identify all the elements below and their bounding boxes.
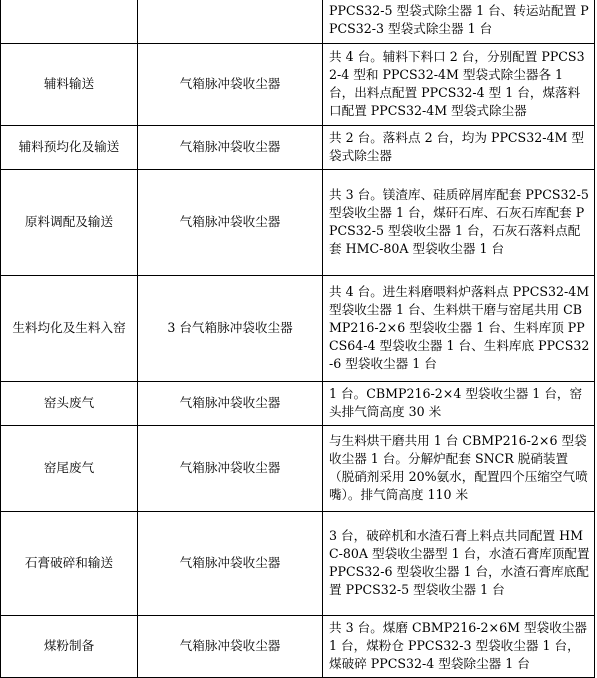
equipment-cell (138, 0, 323, 43)
category-cell: 生料均化及生料入窑 (1, 275, 138, 381)
description-cell: 共 4 台。辅料下料口 2 台，分别配置 PPCS32-4 型和 PPCS32-4M 型袋式除尘器各 1 台，出料点配置 PPCS32-4 型 1 台，煤落料口配置 PPCS32-4M 型袋式除尘器 (323, 43, 595, 125)
category-cell: 辅料预均化及输送 (1, 125, 138, 169)
equipment-cell: 气箱脉冲袋收尘器 (138, 43, 323, 125)
table-row (1, 169, 595, 275)
equipment-cell: 气箱脉冲袋收尘器 (138, 615, 323, 677)
description-cell: 共 2 台。落料点 2 台，均为 PPCS32-4M 型袋式除尘器 (323, 125, 595, 169)
table-row (1, 125, 595, 169)
table-row (1, 511, 595, 615)
category-cell: 煤粉制备 (1, 615, 138, 677)
category-cell: 窑尾废气 (1, 425, 138, 511)
category-cell: 窑头废气 (1, 381, 138, 425)
category-cell: 原料调配及输送 (1, 169, 138, 275)
category-cell: 石膏破碎和输送 (1, 511, 138, 615)
table-row (1, 615, 595, 677)
description-cell: 1 台。CBMP216-2×4 型袋收尘器 1 台，窑头排气筒高度 30 米 (323, 381, 595, 425)
equipment-cell: 气箱脉冲袋收尘器 (138, 511, 323, 615)
category-cell: 辅料输送 (1, 43, 138, 125)
table-row (1, 0, 595, 43)
description-cell: 共 4 台。进生料磨喂料炉落料点 PPCS32-4M 型袋收尘器 1 台、生料烘干磨与窑尾共用 CBMP216-2×6 型袋收尘器 1 台、生料库顶 PPCS64-4 型袋收尘器 1 台、生料库底 PPCS32-6 型袋收尘器 1 台 (323, 275, 595, 381)
equipment-cell: 3 台气箱脉冲袋收尘器 (138, 275, 323, 381)
description-cell: 共 3 台。煤磨 CBMP216-2×6M 型袋收尘器 1 台，煤粉仓 PPCS32-3 型袋收尘器 1 台，煤破碎 PPCS32-4 型袋除尘器 1 台 (323, 615, 595, 677)
description-cell: PPCS32-5 型袋式除尘器 1 台、转运站配置 PPCS32-3 型袋式除尘器 1 台 (323, 0, 595, 43)
equipment-cell: 气箱脉冲袋收尘器 (138, 381, 323, 425)
category-cell (1, 0, 138, 43)
table-row (1, 381, 595, 425)
equipment-cell: 气箱脉冲袋收尘器 (138, 125, 323, 169)
equipment-cell: 气箱脉冲袋收尘器 (138, 169, 323, 275)
table-row (1, 425, 595, 511)
equipment-cell: 气箱脉冲袋收尘器 (138, 425, 323, 511)
description-cell: 3 台，破碎机和水渣石膏上料点共同配置 HMC-80A 型袋收尘器型 1 台，水渣石膏库顶配置 PPCS32-6 型袋收尘器 1 台，水渣石膏库底配置 PPCS32-5 型袋收尘器 1 台 (323, 511, 595, 615)
table-row (1, 275, 595, 381)
description-cell: 与生料烘干磨共用 1 台 CBMP216-2×6 型袋收尘器 1 台。分解炉配套 SNCR 脱硝装置（脱硝剂采用 20%氨水，配置四个压缩空气喷嘴）。排气筒高度 110 米 (323, 425, 595, 511)
table-row (1, 43, 595, 125)
description-cell: 共 3 台。镁渣库、硅质碎屑库配套 PPCS32-5 型袋收尘器 1 台，煤矸石库、石灰石库配套 PPCS32-5 型袋收尘器 1 台，石灰石落料点配套 HMC-80A 型袋收尘器 1 台 (323, 169, 595, 275)
